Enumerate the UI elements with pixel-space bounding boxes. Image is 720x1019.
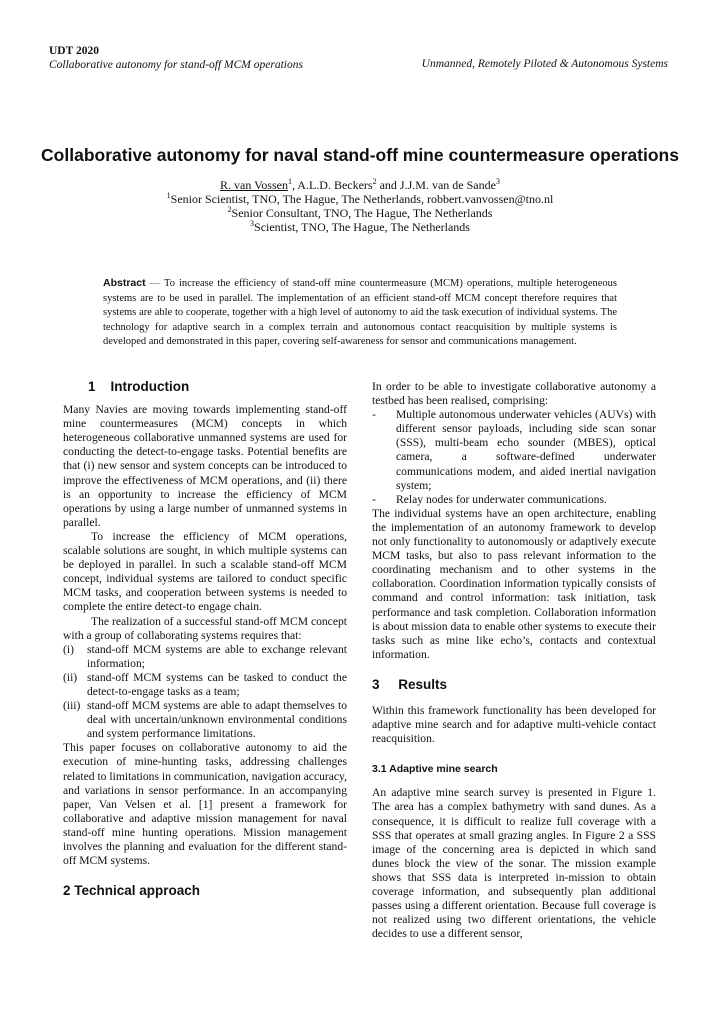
right-column <box>372 380 656 941</box>
affiliation-1: $^1$Senior Scientist, TNO, The Hague, The Netherlands, robbert.vanvossen@tno.nl <box>166 191 554 206</box>
list-item: (ii) stand-off MCM systems can be tasked to conduct the detect-to-engage tasks as a team; <box>63 670 347 698</box>
paper-title: Collaborative autonomy for naval stand-off mine countermeasure operations <box>41 145 679 165</box>
abstract-label: Abstract <box>103 277 146 289</box>
search-paragraph: An adaptive mine search survey is presented in Figure 1. The area has a complex bathymetry with sand dunes. As a consequence, it is difficult to realize full coverage with a SSS that operates at small grazing angles. In Figure 2 a SSS image of the concerning area is depicted in which sand dunes block the view of the sonar. The mission example shows that SSS data is interpreted in-mission to obtain coverage information, and subsequently plan additional passes using a different orientation. Because full coverage is not realized using two different orientations, the vehicle decides to use a different sensor, <box>372 786 656 941</box>
list-item: (i) stand-off MCM systems are able to exchange relevant information; <box>63 642 347 670</box>
approach-paragraph-2: The individual systems have an open architecture, enabling the implementation of an autonomy framework to develop not only functionality to autonomously or adaptively execute MCM tasks, but also to pass relevant information to the coordinating mechanism and to other systems in the collaboration. Coordination information typically consists of command and control information: task initiation, task performance and task completion. Collaboration information is about mission data to enable other systems to execute their tasks such as mine like echo’s, contacts and contextual information. <box>372 506 656 661</box>
running-title-right: Unmanned, Remotely Piloted & Autonomous Systems <box>421 58 668 70</box>
running-header-left <box>49 44 303 72</box>
heading-adaptive-mine-search: 3.1 Adaptive mine search <box>372 763 498 776</box>
heading-technical-approach: 2 Technical approach <box>63 883 201 899</box>
abstract-dash: — <box>145 278 165 289</box>
author-line: R. van Vossen$^1$, A.L.D. Beckers$^2$ and J.J.M. van de Sande$^3$ <box>220 177 500 192</box>
heading-introduction: 1 Introduction <box>88 379 190 394</box>
conference-name: UDT 2020 <box>49 45 99 57</box>
intro-paragraph-2: To increase the efficiency of MCM operations, scalable solutions are sought, in which multiple systems can be deployed in parallel. In such a scalable stand-off MCM concept, individual systems are tailored to conduct specific MCM tasks, and cooperation between systems is needed to complete the entire detect-to engage chain. <box>63 529 347 614</box>
abstract <box>103 276 617 350</box>
running-title-left: Collaborative autonomy for stand-off MCM operations <box>49 59 303 71</box>
approach-paragraph-1: In order to be able to investigate collaborative autonomy a testbed has been realised, comprising: <box>372 380 656 408</box>
intro-paragraph-1: Many Navies are moving towards implementing stand-off mine countermeasures (MCM) concepts in which heterogeneous collaborative unmanned systems are used for conducting the detect-to-engage tasks. Potential benefits are that (i) new sensor and system concepts can be introduced to improve the effectiveness of MCM operations, and (ii) there is an opportunity to increase the efficiency of MCM operations by using a large number of unmanned systems in parallel. <box>63 403 347 529</box>
intro-paragraph-3: The realization of a successful stand-off MCM concept with a group of collaborating systems requires that: <box>63 614 347 642</box>
abstract-text: To increase the efficiency of stand-off mine countermeasure (MCM) operations, multiple heterogeneous systems are to be used in parallel. The implementation of an efficient stand-off MCM concept therefore requires that systems are able to cooperate, together with a high level of autonomy to aid the task execution of individual systems. The technology for adaptive search in a complex terrain and autonomous contact reacquisition by multiple systems is developed and demonstrated in this paper, covering self-awareness for sensor and communications management. <box>103 278 617 347</box>
heading-results: 3 Results <box>372 676 448 692</box>
results-paragraph: Within this framework functionality has been developed for adaptive mine search and for adaptive multi-vehicle contact reacquisition. <box>372 703 656 746</box>
intro-paragraph-4: This paper focuses on collaborative autonomy to aid the execution of mine-hunting tasks, addressing challenges related to limitations in communication, navigation accuracy, and variations in sensor performance. In an accompanying paper, Van Velsen et al. [1] present a framework for collaborative and adaptive mission management for naval stand-off mine hunting operations. Mission management involves the planning and evaluation for the different stand-off MCM systems. <box>63 741 347 868</box>
author-1: R. van Vossen <box>220 178 288 192</box>
left-column <box>63 380 347 898</box>
affiliation-3: $^3$Scientist, TNO, The Hague, The Netherlands <box>250 219 470 234</box>
list-item: - Multiple autonomous underwater vehicles (AUVs) with different sensor payloads, including side scan sonar (SSS), multi-beam echo sounder (MBES), optical camera, a software-defined underwater communications modem, and aided inertial navigation system; <box>372 408 656 492</box>
affiliation-2: $^2$Senior Consultant, TNO, The Hague, The Netherlands <box>227 205 493 220</box>
author-block <box>0 178 720 234</box>
list-item: (iii) stand-off MCM systems are able to adapt themselves to deal with uncertain/unknown environmental conditions and system performance limitations. <box>63 699 347 741</box>
list-item: - Relay nodes for underwater communications. <box>372 492 607 506</box>
